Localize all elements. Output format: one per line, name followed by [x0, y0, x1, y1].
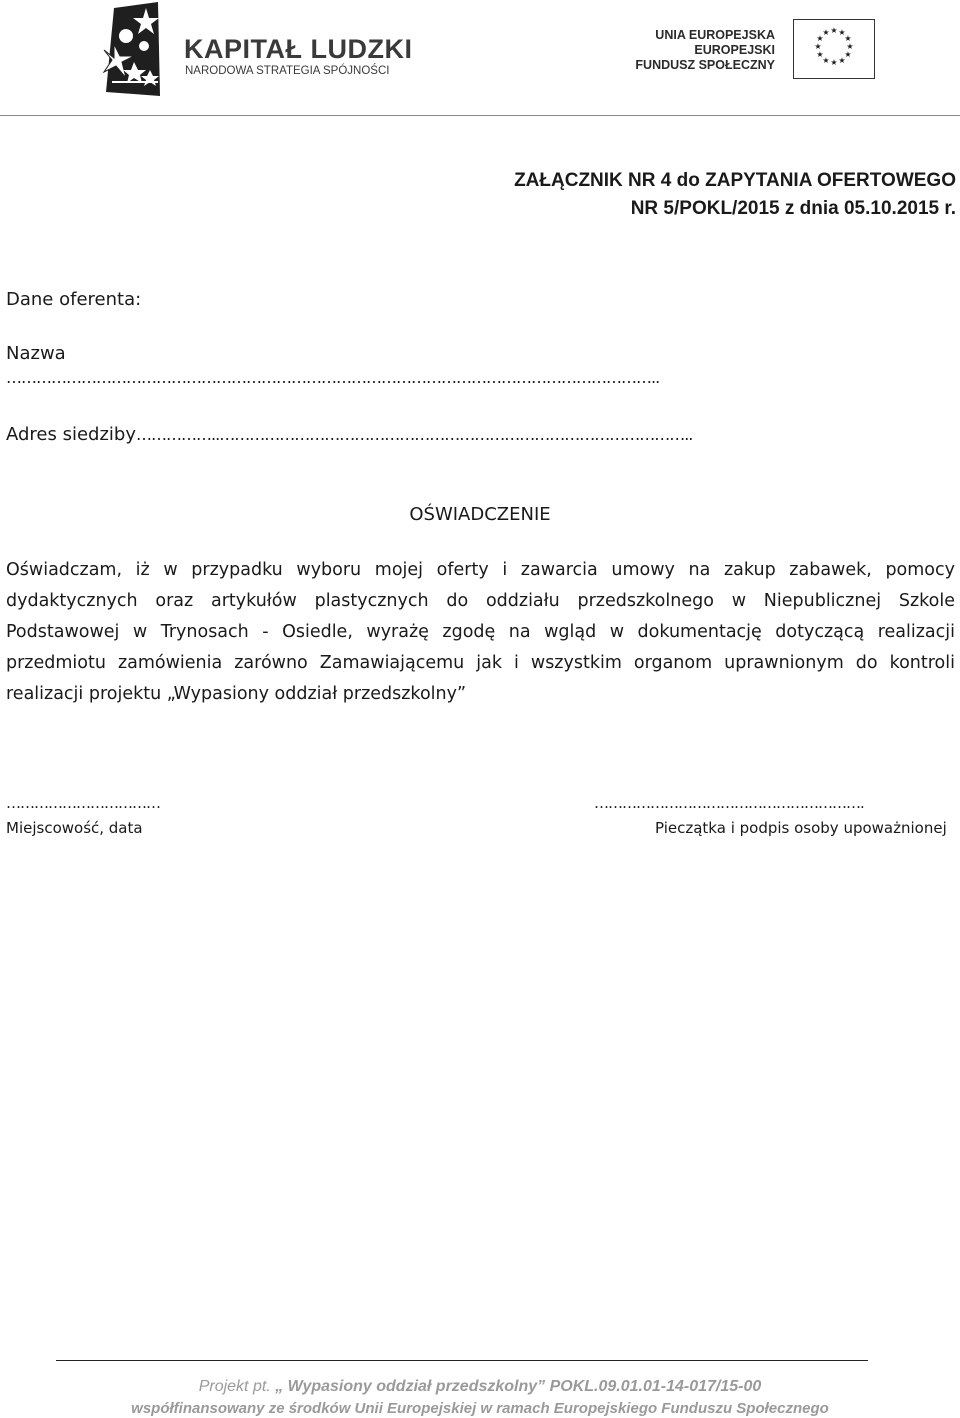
bidder-heading: Dane oferenta: [6, 289, 142, 310]
signature-dotted-field: …………………………………………………. [594, 794, 864, 812]
logo-title: KAPITAŁ LUDZKI [184, 34, 413, 64]
declaration-body: Oświadczam, iż w przypadku wyboru mojej oferty i zawarcia umowy na zakup zabawek, pomocy dydaktycznych oraz artykułów plastycznych do oddziału przedszkolnego w Niepublicznej Szkole Podstawowej w Trynosach - Osiedle, wyrażę zgodę na wgląd w dokumentację dotyczącą realizacji przedmiotu zamówienia zarówno Zamawiającemu jak i wszystkim organom uprawnionym do kontroli realizacji projektu „Wypasiony oddział przedszkolny” [6, 560, 955, 704]
footer-project-name: „ Wypasiony oddział przedszkolny” POKL.09.01.01-14-017/15-00 [275, 1378, 762, 1395]
kapital-ludzki-emblem-icon [100, 0, 170, 100]
name-label: Nazwa [6, 343, 66, 364]
svg-text:★: ★ [838, 56, 846, 65]
svg-text:★: ★ [830, 26, 838, 35]
place-date-label: Miejscowość, data [6, 819, 143, 837]
header-divider [0, 115, 960, 116]
svg-text:★: ★ [846, 42, 854, 51]
signature-label: Pieczątka i podpis osoby upoważnionej [655, 819, 947, 837]
eu-text-block [635, 28, 775, 73]
svg-text:★: ★ [822, 56, 830, 65]
footer-funding-line: współfinansowany ze środków Unii Europejskiej w ramach Europejskiego Funduszu Społecznego [131, 1400, 829, 1417]
address-label: Adres siedziby [6, 424, 137, 445]
eu-line-3: FUNDUSZ SPOŁECZNY [635, 58, 775, 72]
footer-project-prefix: Projekt pt. [198, 1378, 271, 1395]
page-header [0, 0, 960, 117]
svg-text:★: ★ [816, 50, 824, 59]
svg-text:★: ★ [844, 34, 852, 43]
eu-flag-icon [793, 19, 875, 79]
footer-divider [56, 1360, 868, 1361]
svg-text:★: ★ [814, 42, 822, 51]
attachment-line-1: ZAŁĄCZNIK NR 4 do ZAPYTANIA OFERTOWEGO [514, 170, 956, 191]
eu-line-2: EUROPEJSKI [694, 43, 775, 57]
attachment-line-2: NR 5/POKL/2015 z dnia 05.10.2015 r. [630, 198, 956, 219]
svg-text:★: ★ [844, 50, 852, 59]
footer-project-line [0, 1378, 960, 1396]
attachment-heading [514, 167, 956, 223]
name-dotted-field: ………………………………………………………………………………………………………………….. [6, 368, 660, 387]
svg-text:★: ★ [838, 28, 846, 37]
svg-text:★: ★ [816, 34, 824, 43]
declaration-title: OŚWIADCZENIE [409, 504, 551, 525]
logo-subtitle: NARODOWA STRATEGIA SPÓJNOŚCI [185, 65, 390, 77]
eu-line-1: UNIA EUROPEJSKA [655, 28, 775, 42]
kapital-ludzki-logo [100, 0, 413, 100]
address-dotted-field: ……………..………………………………………………………………………………….. [136, 425, 693, 444]
address-row [6, 424, 692, 445]
svg-text:★: ★ [830, 58, 838, 67]
svg-text:★: ★ [822, 28, 830, 37]
place-date-dotted-field: …………………………… [6, 794, 160, 812]
